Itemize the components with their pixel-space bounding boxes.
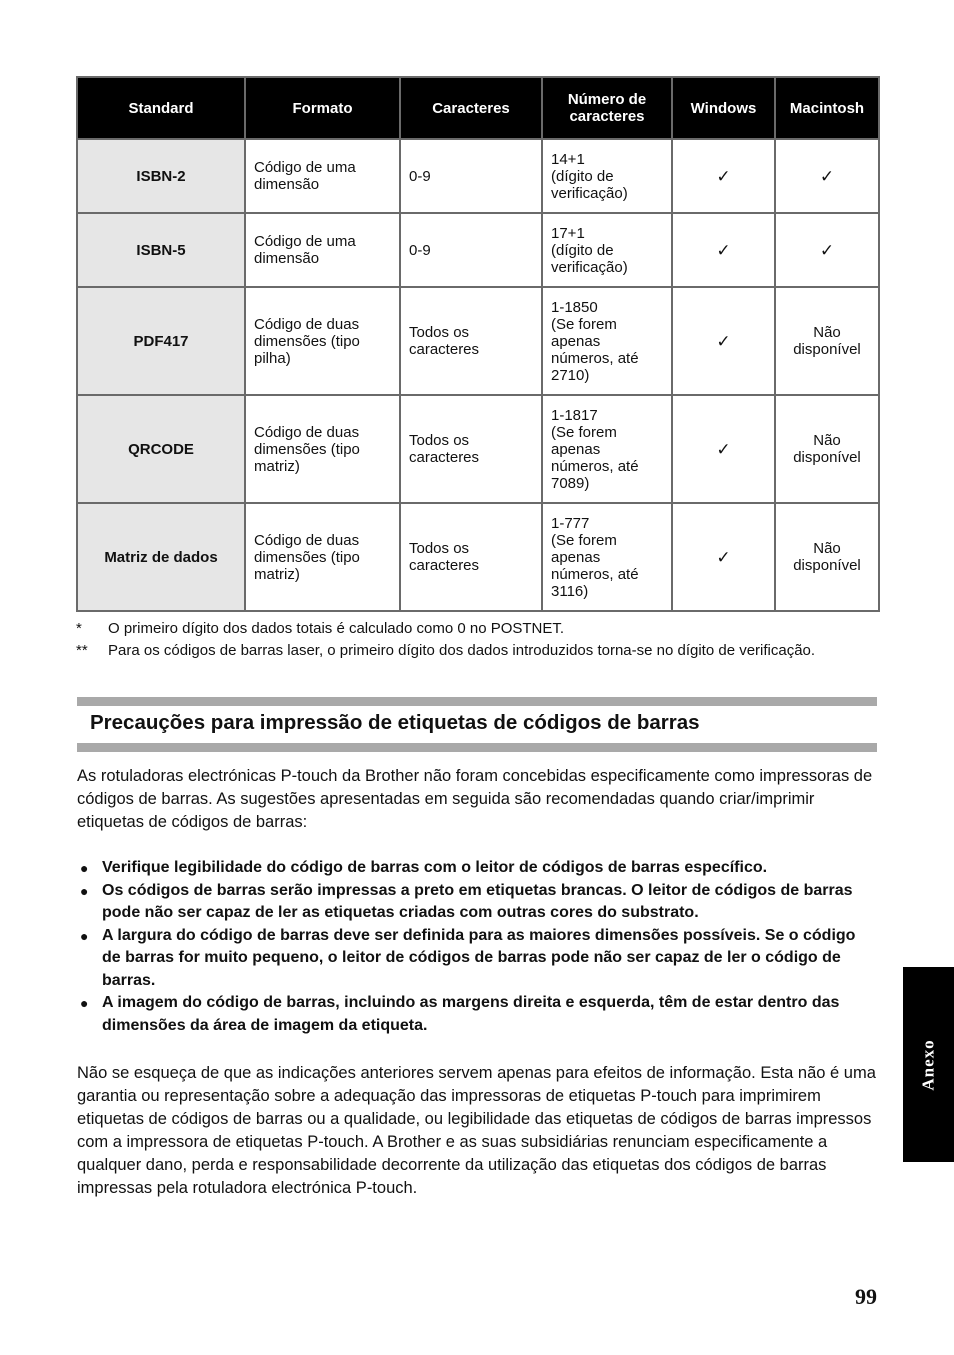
- closing-paragraph: Não se esqueça de que as indicações anteriores servem apenas para efeitos de informação. Esta não é uma garantia ou representação sobre a adequação das impressoras de etiquetas P-touch para imprimirem etiquetas de códigos de barras ou a qualidade, ou legibilidade das etiquetas de códigos de barras impressos com a impressora de etiquetas P-touch. A Brother e as suas subsidiárias renunciam especificamente a qualquer dano, perda e responsabilidade decorrente da utilização das etiquetas dos códigos de barras impressas pela rotuladora electrónica P-touch.: [77, 1064, 876, 1197]
- cell-macintosh: Não disponível: [775, 395, 879, 503]
- bullet-text: Verifique legibilidade do código de barras com o leitor de códigos de barras específico.: [102, 859, 768, 876]
- footnote: [76, 620, 878, 637]
- bullet-icon: ●: [80, 927, 89, 944]
- table-header-row: [77, 77, 879, 139]
- header-macintosh: Macintosh: [775, 77, 879, 139]
- cell-standard: PDF417: [77, 287, 245, 395]
- cell-numero: 14+1 (dígito de verificação): [542, 139, 672, 213]
- cell-formato: Código de duas dimensões (tipo matriz): [245, 395, 400, 503]
- cell-standard: QRCODE: [77, 395, 245, 503]
- cell-numero: 17+1 (dígito de verificação): [542, 213, 672, 287]
- cell-numero: 1-1850 (Se forem apenas números, até 2710): [542, 287, 672, 395]
- table-footnotes: [76, 620, 878, 664]
- cell-formato: Código de duas dimensões (tipo pilha): [245, 287, 400, 395]
- page-number: 99: [855, 1284, 877, 1309]
- footnote-text: O primeiro dígito dos dados totais é calculado como 0 no POSTNET.: [108, 620, 565, 637]
- footnote-text: Para os códigos de barras laser, o primeiro dígito dos dados introduzidos torna-se no dígito de verificação.: [108, 642, 816, 659]
- list-item: [80, 880, 877, 925]
- check-icon: ✓: [672, 287, 775, 395]
- cell-standard: ISBN-2: [77, 139, 245, 213]
- list-item: [80, 857, 877, 880]
- header-standard: Standard: [77, 77, 245, 139]
- header-numero-caracteres: Número de caracteres: [542, 77, 672, 139]
- check-icon: ✓: [672, 213, 775, 287]
- check-icon: ✓: [775, 213, 879, 287]
- cell-macintosh: Não disponível: [775, 503, 879, 611]
- chapter-tab-label: Anexo: [918, 1038, 938, 1091]
- intro-paragraph: As rotuladoras electrónicas P-touch da Brother não foram concebidas especificamente como impressoras de códigos de barras. As sugestões apresentadas em seguida são recomendadas quando criar/imprimir etiquetas de códigos de barras:: [77, 767, 873, 831]
- cell-caracteres: 0-9: [400, 139, 542, 213]
- header-formato: Formato: [245, 77, 400, 139]
- cell-standard: Matriz de dados: [77, 503, 245, 611]
- cell-formato: Código de uma dimensão: [245, 139, 400, 213]
- footnote-mark: **: [76, 642, 88, 659]
- cell-standard: ISBN-5: [77, 213, 245, 287]
- list-item: [80, 925, 877, 993]
- footnote: [76, 642, 878, 659]
- chapter-tab: [903, 967, 954, 1162]
- bullet-text: A imagem do código de barras, incluindo as margens direita e esquerda, têm de estar dentro das dimensões da área de imagem da etiqueta.: [102, 994, 840, 1034]
- table-row: [77, 213, 879, 287]
- bullet-text: A largura do código de barras deve ser definida para as maiores dimensões possíveis. Se o código de barras for muito pequeno, o leitor de códigos de barras pode não ser capaz de ler o código de barras.: [102, 926, 856, 989]
- cell-formato: Código de duas dimensões (tipo matriz): [245, 503, 400, 611]
- list-item: [80, 992, 877, 1037]
- section-divider-bottom: [77, 743, 877, 752]
- bullet-icon: ●: [80, 860, 89, 876]
- cell-formato: Código de uma dimensão: [245, 213, 400, 287]
- table-row: [77, 287, 879, 395]
- barcode-standards-table: [76, 76, 880, 612]
- check-icon: ✓: [672, 395, 775, 503]
- bullet-icon: ●: [80, 995, 89, 1011]
- section-divider-top: [77, 697, 877, 706]
- check-icon: ✓: [672, 139, 775, 213]
- footnote-mark: *: [76, 620, 82, 637]
- check-icon: ✓: [672, 503, 775, 611]
- header-windows: Windows: [672, 77, 775, 139]
- cell-numero: 1-777 (Se forem apenas números, até 3116): [542, 503, 672, 611]
- precautions-list: [80, 857, 877, 1037]
- cell-caracteres: Todos os caracteres: [400, 287, 542, 395]
- table-row: [77, 503, 879, 611]
- section-title: Precauções para impressão de etiquetas de códigos de barras: [90, 711, 700, 734]
- cell-caracteres: 0-9: [400, 213, 542, 287]
- cell-caracteres: Todos os caracteres: [400, 395, 542, 503]
- bullet-text: Os códigos de barras serão impressas a preto em etiquetas brancas. O leitor de códigos de barras pode não ser capaz de ler as etiquetas criadas com outras cores do substrato.: [102, 881, 853, 921]
- check-icon: ✓: [775, 139, 879, 213]
- cell-caracteres: Todos os caracteres: [400, 503, 542, 611]
- cell-numero: 1-1817 (Se forem apenas números, até 7089): [542, 395, 672, 503]
- cell-macintosh: Não disponível: [775, 287, 879, 395]
- table-row: [77, 139, 879, 213]
- bullet-icon: ●: [80, 882, 89, 899]
- table-row: [77, 395, 879, 503]
- header-caracteres: Caracteres: [400, 77, 542, 139]
